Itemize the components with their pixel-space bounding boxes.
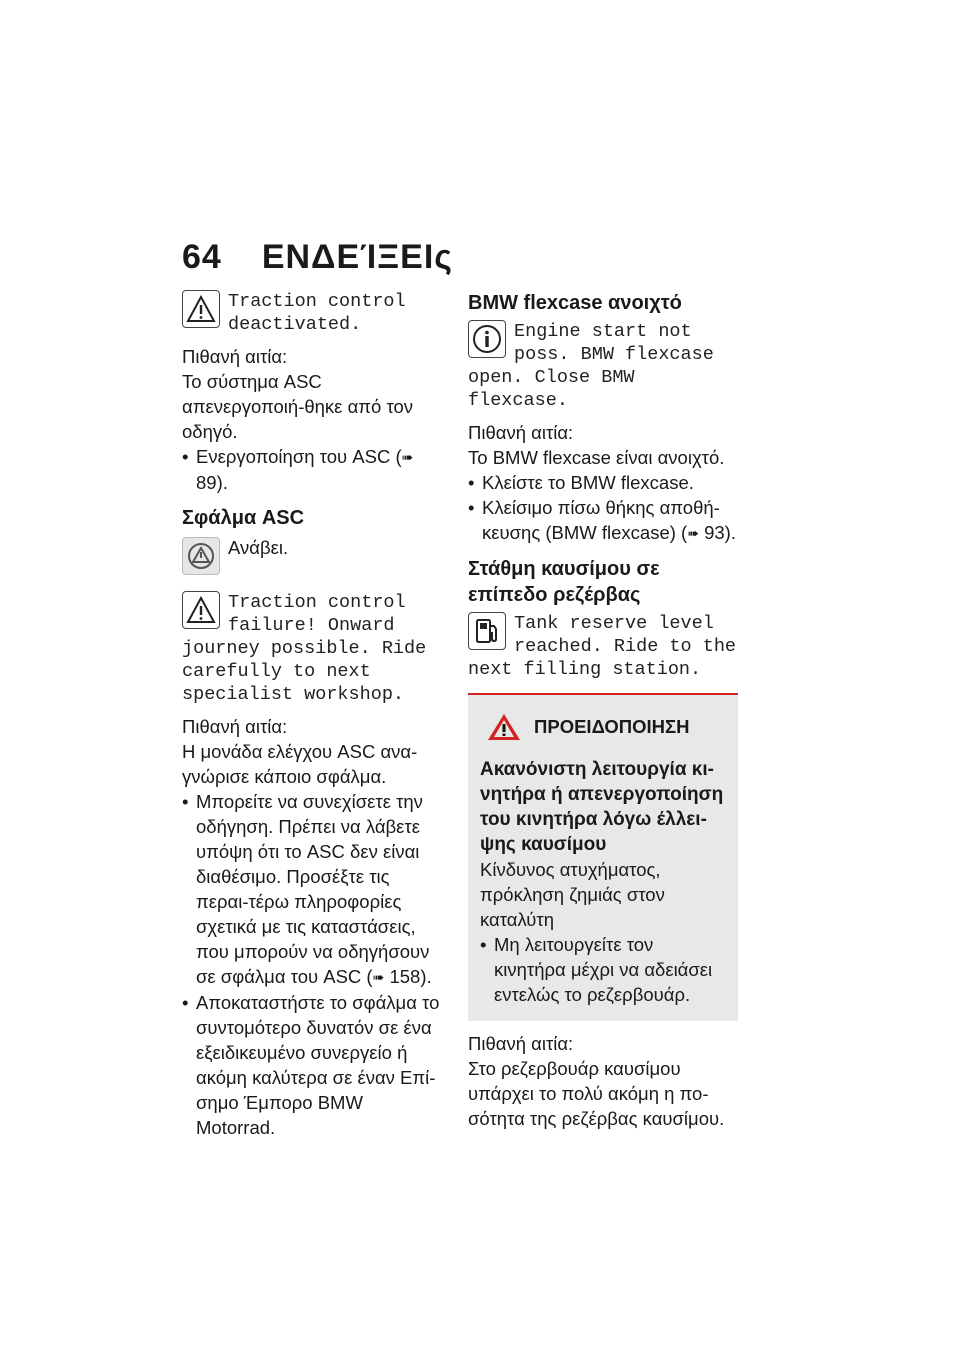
display-message-fuel-reserve xyxy=(468,612,738,681)
page-reference-arrow-icon: ➠ xyxy=(372,969,385,985)
warning-box xyxy=(468,693,738,1021)
warning-triangle-icon xyxy=(182,290,220,328)
list-item: • Κλείσιμο πίσω θήκης αποθή-κευσης (BMW flexcase) (➠ 93). xyxy=(468,495,738,546)
cause-label: Πιθανή αιτία: xyxy=(468,422,574,443)
page-header xyxy=(182,238,453,277)
display-message-traction-deactivated xyxy=(182,290,447,336)
message-text: Engine start not poss. BMW flexcase open. Close BMW flexcase. xyxy=(468,321,714,411)
section-title: ΕΝΔΕΊΞΕΙς xyxy=(261,238,453,276)
cause-text: Στο ρεζερβουάρ καυσίμου υπάρχει το πολύ ακόμη η πο-σότητα της ρεζέρβας καυσίμου. xyxy=(468,1058,725,1129)
list-item: • Μη λειτουργείτε τον κινητήρα μέχρι να αδειάσει εντελώς το ρεζερβουάρ. xyxy=(480,932,724,1007)
message-text: Tank reserve level reached. Ride to the next filling station. xyxy=(468,613,737,680)
page-reference[interactable]: 158). xyxy=(389,966,432,987)
cause-label: Πιθανή αιτία: xyxy=(468,1033,574,1054)
warning-triangle-icon xyxy=(486,712,522,742)
page-reference-arrow-icon: ➠ xyxy=(687,525,699,541)
list-item: • Ενεργοποίηση του ASC (➠ 89). xyxy=(182,444,447,495)
info-icon xyxy=(468,320,506,358)
action-list xyxy=(468,470,738,546)
cause-label: Πιθανή αιτία: xyxy=(182,716,288,737)
heading-flexcase-open: BMW flexcase ανοιχτό xyxy=(468,292,682,314)
page-reference-arrow-icon: ➠ xyxy=(401,449,414,465)
cause-label: Πιθανή αιτία: xyxy=(182,346,288,367)
message-text: Traction control failure! Onward journey possible. Ride carefully to next specialist workshop. xyxy=(182,592,427,705)
warning-triangle-icon xyxy=(182,591,220,629)
cause-text: Το σύστημα ASC απενεργοποιή-θηκε από τον οδηγό. xyxy=(182,371,414,442)
warning-body: Κίνδυνος ατυχήματος, πρόκληση ζημιάς στον καταλύτη xyxy=(480,859,665,930)
warning-list xyxy=(480,932,724,1007)
lights-up-text: Ανάβει. xyxy=(228,537,289,558)
message-text: Traction control deactivated. xyxy=(228,291,406,335)
heading-fuel-reserve: Στάθμη καυσίμου σε επίπεδο ρεζέρβας xyxy=(468,558,660,606)
warning-title: ΠΡΟΕΙΔΟΠΟΙΗΣΗ xyxy=(486,707,724,747)
left-column xyxy=(182,290,447,1140)
cause-text: Η μονάδα ελέγχου ASC ανα-γνώρισε κάποιο σφάλμα. xyxy=(182,741,418,787)
action-list xyxy=(182,444,447,495)
right-column xyxy=(468,290,738,1131)
list-item: • Μπορείτε να συνεχίσετε την οδήγηση. Πρέπει να λάβετε υπόψη ότι το ASC δεν είναι διαθέσιμο. Προσέξτε τις περαι-τέρω πληροφορίες σχετικά με τις καταστάσεις, που μπορούν να οδηγήσουν σε σφάλμα του ASC (➠ 158). xyxy=(182,789,447,990)
warning-heading: Ακανόνιστη λειτουργία κι-νητήρα ή απενεργοποίηση του κινητήρα λόγω έλλει-ψης καυσίμου xyxy=(480,759,724,855)
asc-indicator-icon xyxy=(182,537,220,575)
page-number: 64 xyxy=(182,238,222,276)
cause-text: Το BMW flexcase είναι ανοιχτό. xyxy=(468,447,725,468)
heading-asc-fault: Σφάλμα ASC xyxy=(182,507,305,529)
list-item: • Κλείστε το BMW flexcase. xyxy=(468,470,738,495)
display-message-flexcase xyxy=(468,320,738,412)
list-item: • Αποκαταστήστε το σφάλμα το συντομότερο δυνατόν σε ένα εξειδικευμένο συνεργείο ή ακόμη καλύτερα σε έναν Επί-σημο Έμπορο BMW Motorrad. xyxy=(182,990,447,1140)
action-list xyxy=(182,789,447,1140)
display-message-traction-failure xyxy=(182,591,447,706)
page-reference[interactable]: 89). xyxy=(196,472,228,493)
page-reference[interactable]: 93). xyxy=(704,522,736,543)
fuel-pump-icon xyxy=(468,612,506,650)
